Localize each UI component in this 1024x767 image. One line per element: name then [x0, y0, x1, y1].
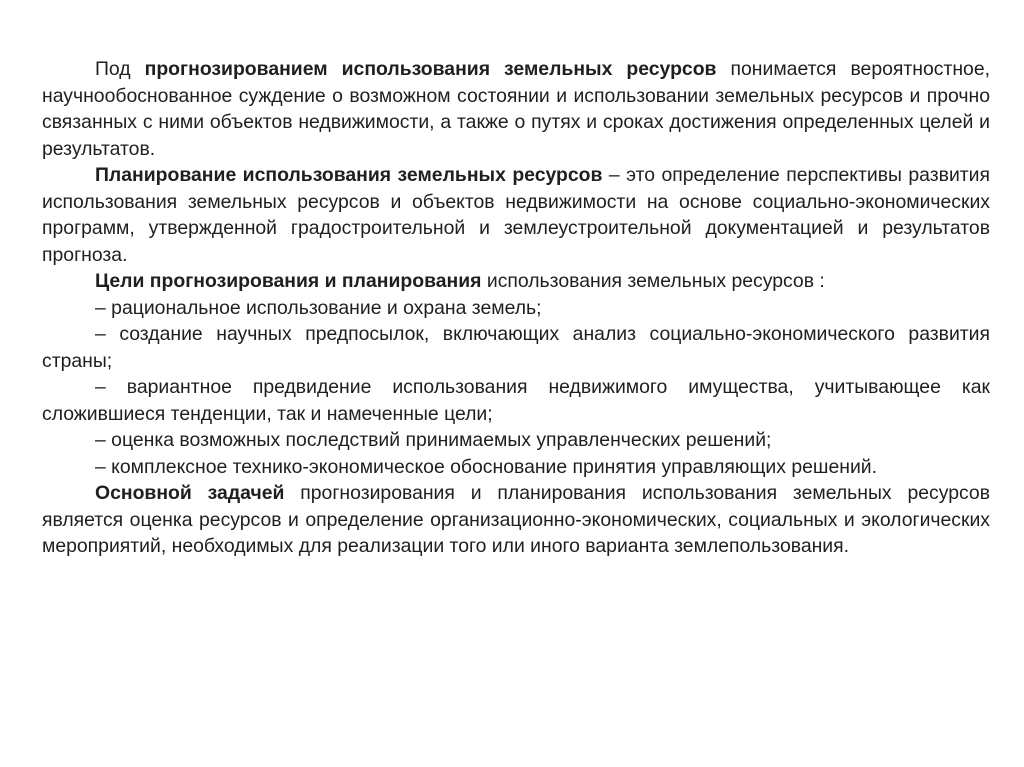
- paragraph-body-text: использования земельных ресурсов :: [481, 270, 825, 292]
- term-main-task: Основной задачей: [95, 482, 285, 504]
- paragraph-body-text: прогнозирования и планирования использования земельных ресурсов является оценка ресурсов и определение организационно-экономических, социальных и экологических мероприятий, необходимых для реализации того или иного варианта землепользования.: [42, 482, 990, 557]
- list-item-goal: – вариантное предвидение использования недвижимого имущества, учитывающее как сложившиеся тенденции, так и намеченные цели;: [42, 376, 990, 425]
- paragraph-goals-heading: [42, 268, 990, 295]
- paragraph-body-text: – это определение перспективы развития использования земельных ресурсов и объектов недвижимости на основе социально-экономических программ, утвержденной градостроительной и землеустроительной документацией и результатов прогноза.: [42, 164, 990, 266]
- list-item-goal: – комплексное технико-экономическое обоснование принятия управляющих решений.: [95, 455, 877, 478]
- paragraph-body-text: понимается вероятностное, научнообоснованное суждение о возможном состоянии и использовании земельных ресурсов и прочно связанных с ними объектов недвижимости, а также о путях и сроках достижения определенных целей и результатов.: [42, 58, 991, 160]
- list-item-goal: – оценка возможных последствий принимаемых управленческих решений;: [95, 429, 772, 451]
- term-planning: Планирование использования земельных ресурсов: [95, 164, 603, 186]
- paragraph-forecasting-definition: [42, 56, 990, 162]
- list-item-goal: – создание научных предпосылок, включающих анализ социально-экономического развития страны;: [42, 323, 990, 372]
- list-item-goal: – рациональное использование и охрана земель;: [95, 296, 542, 319]
- paragraph-main-task: [42, 480, 990, 560]
- paragraph-lead-text: Под: [95, 58, 145, 80]
- paragraph-planning-definition: [42, 162, 990, 268]
- term-forecasting: прогнозированием использования земельных ресурсов: [144, 58, 717, 80]
- term-goals: Цели прогнозирования и планирования: [95, 270, 482, 292]
- document-body: [42, 56, 990, 560]
